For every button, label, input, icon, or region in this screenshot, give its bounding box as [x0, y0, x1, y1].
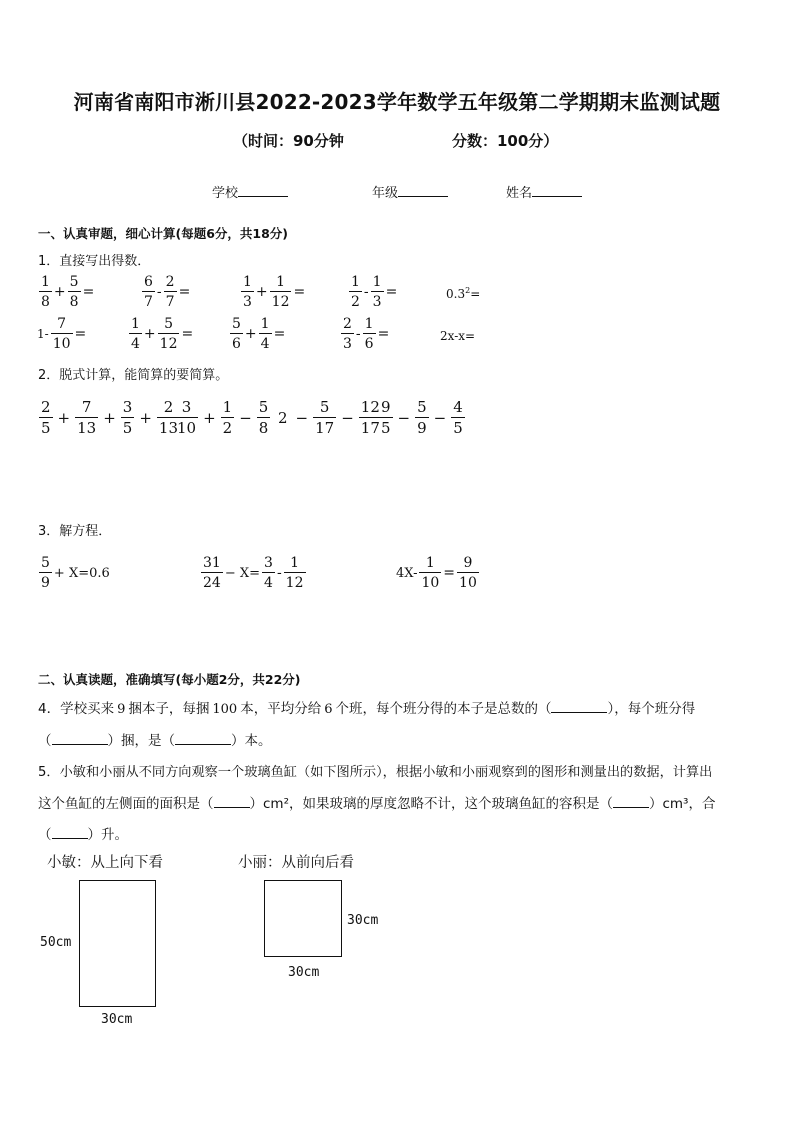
- fraction: $\frac{1}{4}$: [131, 316, 140, 352]
- top-view-height-label: 50cm: [40, 935, 72, 950]
- school-field[interactable]: [212, 182, 288, 201]
- answer-blank[interactable]: [613, 807, 649, 808]
- answer-blank[interactable]: [551, 712, 607, 713]
- fraction: $\frac{1}{8}$: [41, 274, 50, 310]
- section2-heading: 二、认真读题，准确填写(每小题2分，共22分): [38, 672, 301, 687]
- q1-item-8: $\frac{5}{6}$ + $\frac{1}{4}$ =: [232, 316, 286, 352]
- exam-title: 河南省南阳市淅川县2022-2023学年数学五年级第二学期期末监测试题: [73, 90, 721, 114]
- fraction: $\frac{7}{10}$: [52, 316, 71, 352]
- q1-item-9: $\frac{2}{3}$ - $\frac{1}{6}$ =: [343, 316, 390, 352]
- fraction: $\frac{2}{3}$: [343, 316, 352, 352]
- fraction: $\frac{5}{8}$: [69, 274, 79, 310]
- fraction: $\frac{1}{3}$: [372, 274, 382, 310]
- grade-field[interactable]: [372, 182, 448, 201]
- q3-equation-2: $\frac{31}{24}$ − X= $\frac{3}{4}$ - $\frac{1}{12}$: [203, 555, 304, 591]
- exam-time: （时间：90分钟: [233, 132, 344, 150]
- front-view-width-label: 30cm: [288, 965, 320, 980]
- fraction: $\frac{1}{6}$: [364, 316, 374, 352]
- fraction: $\frac{1}{3}$: [243, 274, 252, 310]
- fraction: $\frac{6}{7}$: [144, 274, 153, 310]
- q2-expression-4: $\frac{9}{5}$ − $\frac{5}{9}$ − $\frac{4}{5}$: [381, 398, 463, 437]
- q1-prompt: 1．直接写出得数．: [38, 254, 151, 269]
- fraction: $\frac{5}{12}$: [159, 316, 178, 352]
- q2-prompt: 2．脱式计算，能简算的要简算。: [38, 368, 229, 383]
- q1-item-10: 2x-x=: [440, 329, 476, 343]
- fraction: $\frac{1}{12}$: [271, 274, 290, 310]
- fraction: $\frac{5}{6}$: [232, 316, 241, 352]
- answer-blank[interactable]: [52, 838, 88, 839]
- q5-line-3: （ ）升。: [38, 827, 128, 843]
- school-label: 学校: [212, 186, 239, 201]
- q5-line-1: 5．小敏和小丽从不同方向观察一个玻璃鱼缸（如下图所示），根据小敏和小丽观察到的图形和测量出的数据，计算出: [38, 765, 713, 780]
- q4-line-1: 4．学校买来 9 捆本子，每捆 100 本，平均分给 6 个班，每个班分得的本子是总数的（ ），每个班分得: [38, 701, 696, 717]
- q1-item-5: $0.3^2=$: [446, 286, 481, 301]
- q2-expression-1: $\frac{2}{5}$ + $\frac{7}{13}$ + $\frac{3}{5}$ + $\frac{2}{13}$: [41, 398, 179, 437]
- top-view-caption: 小敏：从上向下看: [47, 855, 163, 871]
- fraction: $\frac{2}{7}$: [165, 274, 175, 310]
- q4-line-2: （ ）捆，是（ ）本。: [38, 733, 272, 749]
- grade-label: 年级: [372, 186, 399, 201]
- exam-score: 分数：100分）: [452, 132, 559, 150]
- name-label: 姓名: [506, 186, 533, 201]
- answer-blank[interactable]: [52, 744, 108, 745]
- front-view-height-label: 30cm: [347, 913, 379, 928]
- q3-equation-3: 4X- $\frac{1}{10}$ = $\frac{9}{10}$: [396, 555, 477, 591]
- q1-item-7: $\frac{1}{4}$ + $\frac{5}{12}$ =: [131, 316, 194, 352]
- fraction: $\frac{1}{4}$: [260, 316, 270, 352]
- front-view-square: [264, 880, 342, 957]
- answer-blank[interactable]: [214, 807, 250, 808]
- fraction: $\frac{1}{2}$: [351, 274, 360, 310]
- q2-expression-2: $\frac{3}{10}$ + $\frac{1}{2}$ − $\frac{5}{8}$: [177, 398, 269, 437]
- top-view-width-label: 30cm: [101, 1012, 133, 1027]
- school-blank[interactable]: [238, 196, 288, 197]
- q1-item-6: 1- $\frac{7}{10}$ =: [37, 316, 87, 352]
- top-view-rectangle: [79, 880, 156, 1007]
- q5-line-2: 这个鱼缸的左侧面的面积是（ ）cm²，如果玻璃的厚度忽略不计，这个玻璃鱼缸的容积是（ ）cm³，合: [38, 796, 716, 812]
- q2-expression-3: 2 − $\frac{5}{17}$ − $\frac{12}{17}$: [278, 398, 380, 437]
- name-field[interactable]: [506, 182, 582, 201]
- q1-item-3: $\frac{1}{3}$ + $\frac{1}{12}$ =: [243, 274, 306, 310]
- grade-blank[interactable]: [398, 196, 448, 197]
- name-blank[interactable]: [532, 196, 582, 197]
- front-view-caption: 小丽：从前向后看: [238, 855, 354, 871]
- answer-blank[interactable]: [175, 744, 231, 745]
- q3-equation-1: $\frac{5}{9}$ + X=0.6: [41, 555, 110, 591]
- q1-item-2: $\frac{6}{7}$ - $\frac{2}{7}$ =: [144, 274, 191, 310]
- q3-prompt: 3．解方程．: [38, 524, 112, 539]
- q1-item-4: $\frac{1}{2}$ - $\frac{1}{3}$ =: [351, 274, 398, 310]
- section1-heading: 一、认真审题，细心计算(每题6分，共18分): [38, 226, 289, 241]
- q1-item-1: $\frac{1}{8}$ + $\frac{5}{8}$ =: [41, 274, 95, 310]
